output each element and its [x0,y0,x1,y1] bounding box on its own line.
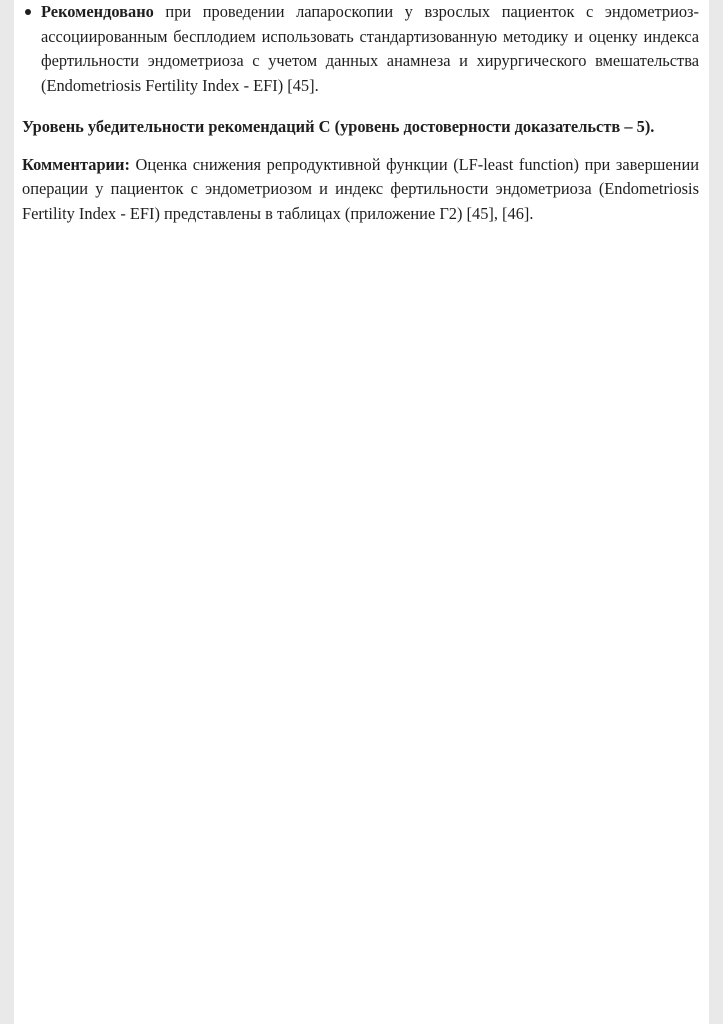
recommendation-lead: Рекомендовано [41,2,154,21]
bullet-icon [25,9,31,15]
comment-lead: Комментарии: [22,154,130,174]
comment-text: Оценка снижения репродуктивной функции (LF-least function) при завершении операции у пациенток с эндометриозом и индекс фертильности эндометриоза (Endometriosis Fertility Index - EFI) представлены в таблицах (приложение Г2) [45], [46]. [22,154,699,223]
document-content [22,0,699,226]
recommendation-text: при проведении лапароскопии у взрослых пациенток с эндометриоз-ассоциированным бесплодием использовать стандартизованную методику и оценку индекса фертильности эндометриоза с учетом данных анамнеза и хирургического вмешательства (Endometriosis Fertility Index - EFI) [45]. [41,2,699,95]
recommendation-item [22,0,699,98]
comment-paragraph [22,153,699,227]
document-page [14,0,709,1024]
evidence-level: Уровень убедительности рекомендаций С (уровень достоверности доказательств – 5). [22,117,655,136]
